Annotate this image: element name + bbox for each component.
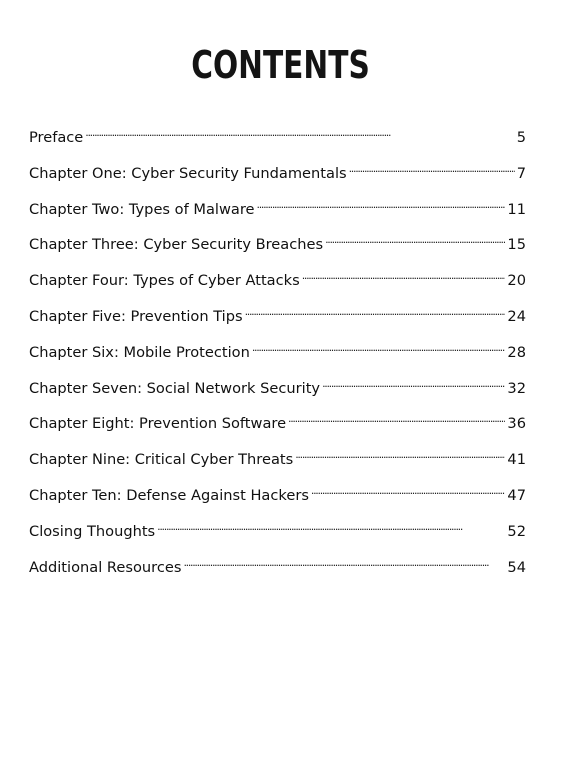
toc-entry-label: Chapter Ten: Defense Against Hackers	[29, 486, 309, 504]
toc-page-number: 47	[507, 486, 526, 504]
toc-entry-chapter-three	[29, 229, 526, 265]
toc-page-number: 28	[507, 343, 526, 361]
toc-entry-label: Chapter Eight: Prevention Software	[29, 415, 287, 433]
dot-leader	[252, 337, 506, 357]
toc-entry-label: Closing Thoughts	[29, 522, 156, 540]
toc-page-number: 15	[507, 236, 526, 254]
toc-page-number: 36	[507, 415, 526, 433]
toc-entry-label: Chapter Four: Types of Cyber Attacks	[29, 272, 300, 290]
toc-entry-label: Preface	[29, 129, 84, 146]
toc-entry-closing-thoughts	[29, 516, 526, 552]
toc-entry-preface	[29, 122, 526, 158]
toc-entry-chapter-six	[29, 337, 526, 373]
dot-leader	[302, 265, 506, 285]
toc-entry-chapter-eight	[29, 408, 526, 444]
toc-entry-label: Chapter One: Cyber Security Fundamentals	[29, 164, 347, 182]
dot-leader	[349, 158, 515, 178]
toc-page-number: 54	[507, 558, 526, 576]
dot-leader	[295, 444, 505, 464]
dot-leader	[311, 480, 506, 500]
toc-entry-label: Chapter Six: Mobile Protection	[29, 343, 250, 361]
toc-page-number: 5	[516, 129, 526, 146]
toc-page-number: 41	[507, 451, 526, 469]
toc-entry-label: Chapter Nine: Critical Cyber Threats	[29, 451, 294, 469]
toc-entry-label: Chapter Two: Types of Malware	[29, 200, 255, 218]
toc-page-number: 11	[507, 200, 526, 218]
toc-page-number: 52	[507, 522, 526, 540]
toc-page-number: 24	[507, 307, 526, 325]
toc-entry-chapter-four	[29, 265, 526, 301]
toc-entry-chapter-two	[29, 194, 526, 230]
toc-entry-chapter-five	[29, 301, 526, 337]
toc-entry-chapter-one	[29, 158, 526, 194]
dot-leader	[157, 516, 505, 536]
toc-entry-additional-resources	[29, 552, 526, 588]
dot-leader	[85, 122, 514, 142]
dot-leader	[325, 229, 505, 249]
dot-leader	[288, 408, 505, 428]
dot-leader	[322, 373, 505, 393]
toc-entry-chapter-nine	[29, 444, 526, 480]
dot-leader	[245, 301, 506, 321]
toc-entry-chapter-seven	[29, 373, 526, 409]
dot-leader	[257, 194, 506, 214]
toc-entry-label: Chapter Three: Cyber Security Breaches	[29, 236, 324, 254]
page-title: CONTENTS	[191, 43, 370, 87]
toc-page-number: 32	[507, 379, 526, 397]
toc-page-number: 20	[507, 272, 526, 290]
dot-leader	[183, 552, 505, 572]
toc-entry-label: Chapter Seven: Social Network Security	[29, 379, 321, 397]
table-of-contents	[29, 122, 526, 587]
toc-page-number: 7	[516, 164, 526, 182]
toc-entry-label: Chapter Five: Prevention Tips	[29, 307, 243, 325]
toc-entry-chapter-ten	[29, 480, 526, 516]
toc-entry-label: Additional Resources	[29, 558, 182, 576]
